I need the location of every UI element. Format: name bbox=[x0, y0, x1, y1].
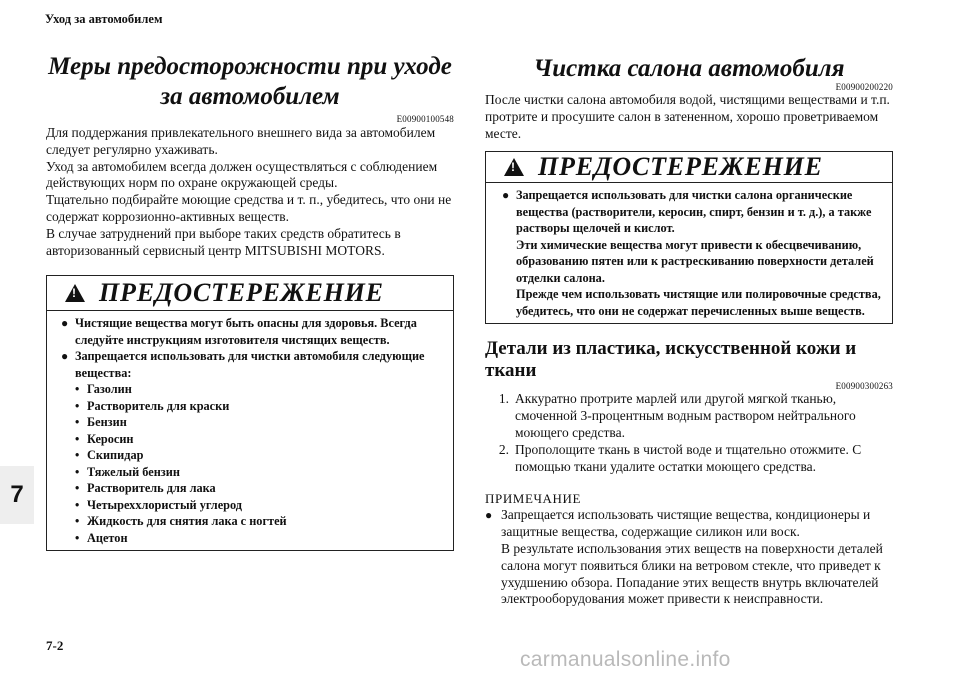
warning-header bbox=[47, 276, 453, 311]
bullet-icon: ● bbox=[61, 349, 69, 364]
interior-intro: После чистки салона автомобиля водой, чистящими веществами и т.п. протрите и просушите салон в затененном, хорошо проветриваемом месте. bbox=[485, 92, 890, 141]
small-bullet-icon: • bbox=[75, 415, 80, 430]
substance-item bbox=[61, 530, 445, 547]
step-number: 1. bbox=[498, 391, 509, 407]
substance-text: Четыреххлористый углерод bbox=[87, 497, 243, 512]
small-bullet-icon: • bbox=[75, 398, 80, 413]
subsection-heading: Детали из пластика, искусственной кожи и ткани bbox=[485, 338, 857, 382]
step-text: Прополощите ткань в чистой воде и тщательно отожмите. С помощью ткани удалите остатки моющего средства. bbox=[515, 441, 862, 474]
section-title-care bbox=[46, 52, 454, 112]
small-bullet-icon: • bbox=[75, 530, 80, 545]
step-number: 2. bbox=[498, 441, 509, 457]
warning-body bbox=[47, 311, 453, 550]
substance-text: Керосин bbox=[87, 431, 134, 446]
substance-item bbox=[61, 414, 445, 431]
page-number: 7-2 bbox=[46, 638, 64, 653]
substance-text: Ацетон bbox=[87, 530, 128, 545]
warning-header bbox=[486, 152, 892, 183]
paragraph: В случае затруднений при выборе таких средств обратитесь в авторизованный сервисный центр MITSUBISHI MOTORS. bbox=[46, 225, 401, 258]
warning-text-line: Прежде чем использовать чистящие или полировочные средства, убедитесь, что они не содержат перечисленных выше веществ. bbox=[516, 287, 881, 318]
bullet-icon: ● bbox=[61, 316, 69, 331]
warning-box bbox=[485, 151, 893, 324]
chapter-tab: 7 bbox=[0, 466, 34, 524]
substance-text: Жидкость для снятия лака с ногтей bbox=[87, 514, 287, 529]
warning-item bbox=[61, 348, 445, 381]
substance-item bbox=[61, 431, 445, 448]
left-column bbox=[46, 52, 454, 551]
running-header: Уход за автомобилем bbox=[45, 12, 163, 26]
small-bullet-icon: • bbox=[75, 481, 80, 496]
warning-text-line: Эти химические вещества могут привести к обесцвечиванию, образованию пятен или к растрескиванию поверхности деталей отделки салона. bbox=[516, 237, 874, 285]
substance-item bbox=[61, 497, 445, 514]
warning-body bbox=[486, 183, 892, 323]
warning-heading: ПРЕДОСТЕРЕЖЕНИЕ bbox=[538, 152, 823, 182]
section-title-line2: за автомобилем bbox=[160, 83, 340, 110]
warning-heading: ПРЕДОСТЕРЕЖЕНИЕ bbox=[99, 278, 384, 308]
steps-list bbox=[485, 391, 893, 475]
small-bullet-icon: • bbox=[75, 497, 80, 512]
paragraph: Для поддержания привлекательного внешнего вида за автомобилем следует регулярно ухаживать. bbox=[46, 125, 436, 157]
note-line: В результате использования этих веществ на поверхности деталей салона могут появиться блики на ветровом стекле, что приведет к ухудшению обзора. Попадание этих веществ внутрь включателей электрооборудования может привести к неисправности. bbox=[501, 540, 883, 607]
note-line: Запрещается использовать чистящие вещества, кондиционеры и защитные вещества, содержащие силикон или воск. bbox=[501, 507, 871, 540]
substance-item bbox=[61, 480, 445, 497]
paragraph: Тщательно подбирайте моющие средства и т. п., убедитесь, что они не содержат коррозионно-активных веществ. bbox=[46, 192, 452, 224]
substance-text: Растворитель для краски bbox=[87, 398, 230, 413]
step-item bbox=[487, 442, 893, 476]
bullet-icon: ● bbox=[502, 188, 510, 203]
right-column bbox=[485, 54, 893, 608]
warning-box bbox=[46, 275, 454, 551]
substance-text: Скипидар bbox=[87, 448, 144, 463]
substance-text: Газолин bbox=[87, 382, 132, 397]
warning-item-text: Запрещается использовать для чистки автомобиля следующие вещества: bbox=[75, 349, 425, 380]
substance-item bbox=[61, 513, 445, 530]
substance-text: Растворитель для лака bbox=[87, 481, 216, 496]
warning-item bbox=[502, 187, 884, 319]
substance-item bbox=[61, 464, 445, 481]
section-title-interior: Чистка салона автомобиля bbox=[533, 55, 845, 82]
note-item bbox=[485, 507, 893, 608]
section-code: E00900200220 bbox=[835, 82, 893, 92]
warning-triangle-icon bbox=[65, 284, 85, 302]
small-bullet-icon: • bbox=[75, 448, 80, 463]
warning-triangle-icon bbox=[504, 158, 524, 176]
section-title-line1: Меры предосторожности при уходе bbox=[48, 53, 452, 80]
watermark: carmanualsonline.info bbox=[520, 648, 731, 671]
warning-item bbox=[61, 315, 445, 348]
note-label: ПРИМЕЧАНИЕ bbox=[485, 491, 582, 507]
substance-text: Бензин bbox=[87, 415, 127, 430]
substance-item bbox=[61, 381, 445, 398]
section-code: E00900100548 bbox=[396, 114, 454, 124]
substance-item bbox=[61, 398, 445, 415]
subsection-code: E00900300263 bbox=[835, 381, 893, 392]
small-bullet-icon: • bbox=[75, 514, 80, 529]
warning-item-text: Чистящие вещества могут быть опасны для здоровья. Всегда следуйте инструкциям изготовителя чистящих веществ. bbox=[75, 316, 417, 347]
small-bullet-icon: • bbox=[75, 464, 80, 479]
step-text: Аккуратно протрите марлей или другой мягкой тканью, смоченной 3-процентным водным раствором нейтрального моющего средства. bbox=[515, 391, 856, 440]
paragraph: Уход за автомобилем всегда должен осуществляться с соблюдением действующих норм по охране окружающей среды. bbox=[46, 158, 438, 191]
substance-item bbox=[61, 447, 445, 464]
bullet-icon: ● bbox=[485, 508, 493, 523]
substance-text: Тяжелый бензин bbox=[87, 464, 180, 479]
warning-item-text bbox=[516, 187, 884, 319]
small-bullet-icon: • bbox=[75, 382, 80, 397]
warning-text-line: Запрещается использовать для чистки салона органические вещества (растворители, керосин, спирт, бензин и т. д.), а также растворы щелочей и кислот. bbox=[516, 188, 872, 236]
care-paragraphs bbox=[46, 125, 454, 259]
note-text bbox=[501, 507, 893, 608]
step-item bbox=[487, 391, 893, 441]
small-bullet-icon: • bbox=[75, 431, 80, 446]
